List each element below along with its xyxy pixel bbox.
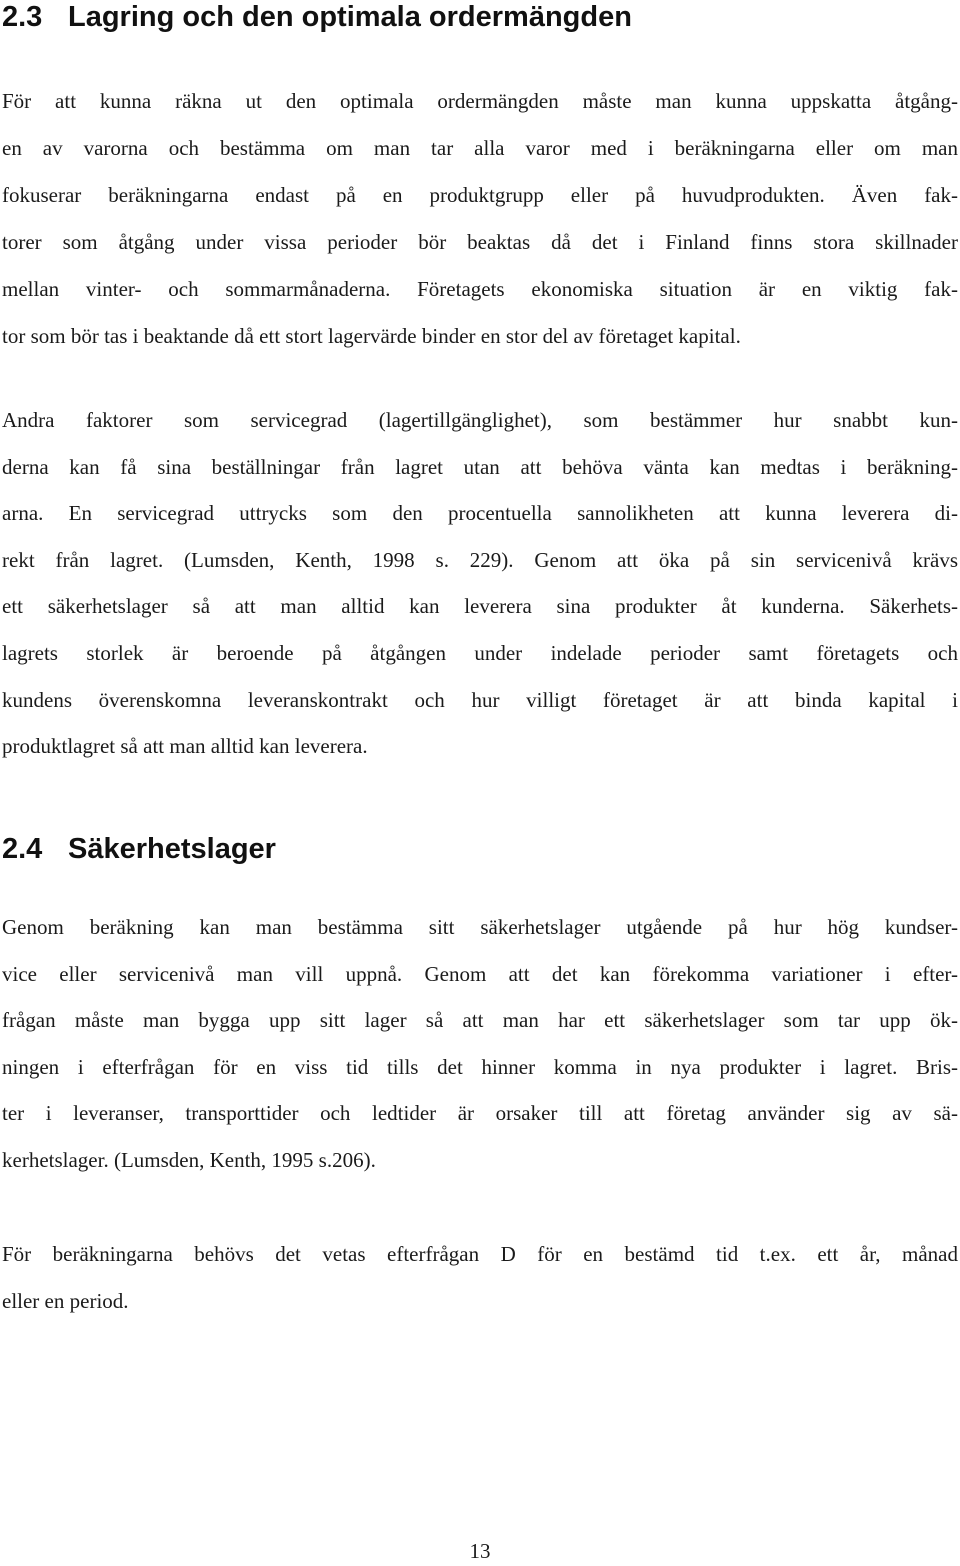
section-title: Säkerhetslager [68, 833, 276, 865]
text-line: ningen i efterfrågan för en viss tid tills det hinner komma in nya produkter i lagret. Bris- [2, 1054, 958, 1079]
text-line: derna kan få sina beställningar från lagret utan att behöva vänta kan medtas i beräkning- [2, 454, 958, 479]
text-line: vice eller servicenivå man vill uppnå. Genom att det kan förekomma variationer i efter- [2, 961, 958, 986]
text-line: Genom beräkning kan man bestämma sitt säkerhetslager utgående på hur hög kundser- [2, 915, 958, 939]
text-line: kundens överenskomna leveranskontrakt och hur villigt företaget är att binda kapital i [2, 687, 958, 712]
text-line: För beräkningarna behövs det vetas efterfrågan D för en bestämd tid t.ex. ett år, månad [2, 1242, 958, 1266]
text-line: eller en period. [2, 1288, 129, 1313]
text-line: produktlagret så att man alltid kan leverera. [2, 734, 368, 759]
section-heading-2-3 [2, 0, 632, 34]
text-line: För att kunna räkna ut den optimala ordermängden måste man kunna uppskatta åtgång- [2, 89, 958, 113]
text-line: torer som åtgång under vissa perioder bör beaktas då det i Finland finns stora skillnader [2, 230, 958, 254]
paragraph [2, 904, 958, 1184]
text-line: arna. En servicegrad uttrycks som den procentuella sannolikheten att kunna leverera di- [2, 501, 958, 526]
text-line: lagrets storlek är beroende på åtgången under indelade perioder samt företagets och [2, 640, 958, 665]
text-line: en av varorna och bestämma om man tar alla varor med i beräkningarna eller om man [2, 136, 958, 160]
page-number: 13 [469, 1539, 491, 1563]
paragraph [2, 1231, 958, 1324]
text-line: tor som bör tas i beaktande då ett stort lagervärde binder en stor del av företaget kapital. [2, 324, 741, 348]
text-line: Andra faktorer som servicegrad (lagertillgänglighet), som bestämmer hur snabbt kun- [2, 408, 958, 432]
section-heading-2-4 [2, 832, 276, 866]
text-line: ett säkerhetslager så att man alltid kan leverera sina produkter åt kunderna. Säkerhets- [2, 594, 958, 619]
paragraph [2, 78, 958, 360]
paragraph [2, 397, 958, 770]
section-title: Lagring och den optimala ordermängden [68, 1, 632, 33]
text-line: frågan måste man bygga upp sitt lager så att man har ett säkerhetslager som tar upp ök- [2, 1008, 958, 1033]
text-line: fokuserar beräkningarna endast på en produktgrupp eller på huvudprodukten. Även fak- [2, 183, 958, 207]
text-line: kerhetslager. (Lumsden, Kenth, 1995 s.206). [2, 1147, 376, 1172]
text-line: rekt från lagret. (Lumsden, Kenth, 1998 s. 229). Genom att öka på sin servicenivå krävs [2, 547, 958, 572]
section-number: 2.3 [2, 1, 43, 33]
section-number: 2.4 [2, 833, 43, 865]
text-line: ter i leveranser, transporttider och ledtider är orsaker till att företag använder sig av sä- [2, 1101, 958, 1126]
text-line: mellan vinter- och sommarmånaderna. Företagets ekonomiska situation är en viktig fak- [2, 277, 958, 301]
